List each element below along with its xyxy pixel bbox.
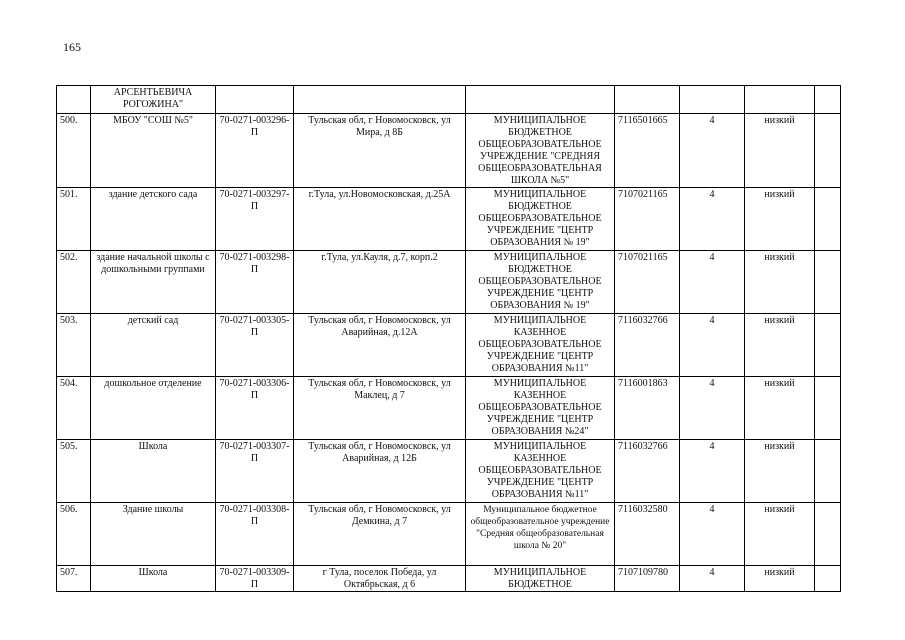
operator-organization: МУНИЦИПАЛЬНОЕ КАЗЕННОЕ ОБЩЕОБРАЗОВАТЕЛЬНОЕ УЧРЕЖДЕНИЕ "ЦЕНТР ОБРАЗОВАНИЯ №11" (466, 440, 615, 503)
extra-cell (815, 188, 841, 251)
object-category: 4 (680, 377, 745, 440)
operator-inn (615, 86, 680, 114)
object-code: 70-0271-003306-П (216, 377, 294, 440)
extra-cell (815, 251, 841, 314)
risk-level: низкий (745, 377, 815, 440)
row-number (57, 86, 91, 114)
row-number: 500. (57, 114, 91, 188)
table-row (57, 440, 841, 503)
operator-organization: МУНИЦИПАЛЬНОЕ БЮДЖЕТНОЕ ОБЩЕОБРАЗОВАТЕЛЬНОЕ УЧРЕЖДЕНИЕ "ЦЕНТР ОБРАЗОВАНИЯ № 19" (466, 251, 615, 314)
object-name: дошкольное отделение (91, 377, 216, 440)
risk-level: низкий (745, 503, 815, 566)
risk-level: низкий (745, 251, 815, 314)
extra-cell (815, 114, 841, 188)
object-code (216, 86, 294, 114)
row-number: 504. (57, 377, 91, 440)
row-number: 501. (57, 188, 91, 251)
risk-level: низкий (745, 114, 815, 188)
object-code: 70-0271-003298-П (216, 251, 294, 314)
row-number: 505. (57, 440, 91, 503)
row-number: 503. (57, 314, 91, 377)
extra-cell (815, 566, 841, 592)
table-row (57, 251, 841, 314)
object-category: 4 (680, 503, 745, 566)
object-name: Здание школы (91, 503, 216, 566)
object-name: Школа (91, 566, 216, 592)
operator-inn: 7107021165 (615, 251, 680, 314)
extra-cell (815, 86, 841, 114)
extra-cell (815, 440, 841, 503)
operator-inn: 7107021165 (615, 188, 680, 251)
extra-cell (815, 377, 841, 440)
table-row (57, 188, 841, 251)
object-category: 4 (680, 440, 745, 503)
object-category: 4 (680, 251, 745, 314)
operator-organization (466, 86, 615, 114)
row-number: 502. (57, 251, 91, 314)
object-name: здание начальной школы с дошкольными группами (91, 251, 216, 314)
row-number: 506. (57, 503, 91, 566)
risk-level: низкий (745, 188, 815, 251)
table-row (57, 114, 841, 188)
object-address: г.Тула, ул.Новомосковская, д.25А (294, 188, 466, 251)
object-address: Тульская обл, г Новомосковск, ул Демкина, д 7 (294, 503, 466, 566)
registry-table (56, 85, 841, 592)
object-code: 70-0271-003309-П (216, 566, 294, 592)
object-name: здание детского сада (91, 188, 216, 251)
object-address: Тульская обл, г Новомосковск, ул Маклец, д 7 (294, 377, 466, 440)
operator-inn: 7116032580 (615, 503, 680, 566)
object-code: 70-0271-003296-П (216, 114, 294, 188)
page-number: 165 (63, 40, 81, 54)
operator-inn: 7116032766 (615, 440, 680, 503)
operator-organization: МУНИЦИПАЛЬНОЕ БЮДЖЕТНОЕ ОБЩЕОБРАЗОВАТЕЛЬНОЕ УЧРЕЖДЕНИЕ "СРЕДНЯЯ ОБЩЕОБРАЗОВАТЕЛЬНАЯ ШКОЛА №5" (466, 114, 615, 188)
table-row (57, 86, 841, 114)
table-row (57, 503, 841, 566)
object-address: г.Тула, ул.Кауля, д.7, корп.2 (294, 251, 466, 314)
object-address: Тульская обл, г Новомосковск, ул Аварийная, д 12Б (294, 440, 466, 503)
operator-inn: 7107109780 (615, 566, 680, 592)
object-address: Тульская обл, г Новомосковск, ул Аварийная, д.12А (294, 314, 466, 377)
object-code: 70-0271-003307-П (216, 440, 294, 503)
operator-inn: 7116032766 (615, 314, 680, 377)
operator-inn: 7116501665 (615, 114, 680, 188)
extra-cell (815, 503, 841, 566)
risk-level: низкий (745, 314, 815, 377)
extra-cell (815, 314, 841, 377)
object-name: Школа (91, 440, 216, 503)
risk-level: низкий (745, 440, 815, 503)
row-number: 507. (57, 566, 91, 592)
object-category: 4 (680, 188, 745, 251)
object-code: 70-0271-003308-П (216, 503, 294, 566)
object-name: МБОУ "СОШ №5" (91, 114, 216, 188)
operator-organization: МУНИЦИПАЛЬНОЕ КАЗЕННОЕ ОБЩЕОБРАЗОВАТЕЛЬНОЕ УЧРЕЖДЕНИЕ "ЦЕНТР ОБРАЗОВАНИЯ №11" (466, 314, 615, 377)
risk-level: низкий (745, 566, 815, 592)
table-row (57, 377, 841, 440)
operator-organization: МУНИЦИПАЛЬНОЕ БЮДЖЕТНОЕ ОБЩЕОБРАЗОВАТЕЛЬНОЕ УЧРЕЖДЕНИЕ "ЦЕНТР ОБРАЗОВАНИЯ № 19" (466, 188, 615, 251)
table-row (57, 566, 841, 592)
object-category: 4 (680, 566, 745, 592)
object-code: 70-0271-003305-П (216, 314, 294, 377)
operator-organization: МУНИЦИПАЛЬНОЕ КАЗЕННОЕ ОБЩЕОБРАЗОВАТЕЛЬНОЕ УЧРЕЖДЕНИЕ "ЦЕНТР ОБРАЗОВАНИЯ №24" (466, 377, 615, 440)
object-category: 4 (680, 114, 745, 188)
table-row (57, 314, 841, 377)
object-code: 70-0271-003297-П (216, 188, 294, 251)
operator-organization: МУНИЦИПАЛЬНОЕ БЮДЖЕТНОЕ (466, 566, 615, 592)
object-address (294, 86, 466, 114)
object-address: г Тула, поселок Победа, ул Октябрьская, д 6 (294, 566, 466, 592)
operator-organization: Муниципальное бюджетное общеобразовательное учреждение "Средняя общеобразовательная школа № 20" (466, 503, 615, 566)
object-name: детский сад (91, 314, 216, 377)
object-category (680, 86, 745, 114)
object-category: 4 (680, 314, 745, 377)
object-address: Тульская обл, г Новомосковск, ул Мира, д 8Б (294, 114, 466, 188)
object-name: АРСЕНТЬЕВИЧА РОГОЖИНА" (91, 86, 216, 114)
operator-inn: 7116001863 (615, 377, 680, 440)
risk-level (745, 86, 815, 114)
